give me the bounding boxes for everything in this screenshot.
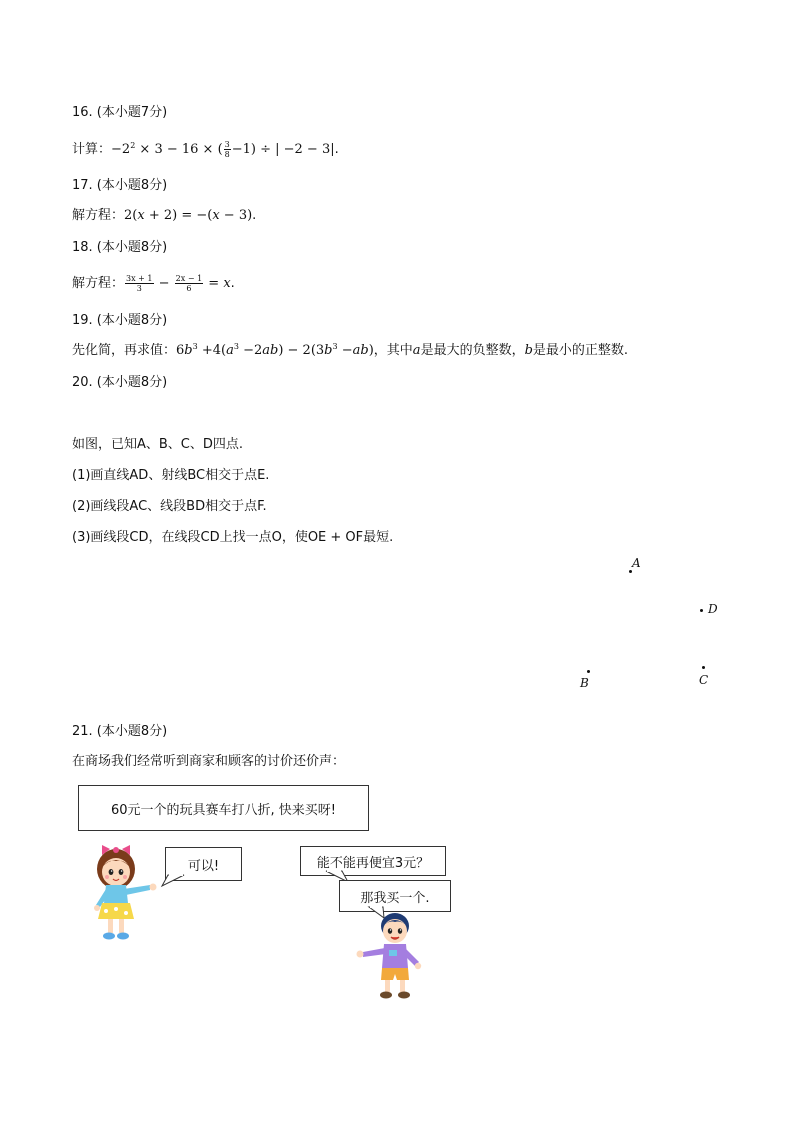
q16-header: 16. (本小题7分) xyxy=(72,105,168,120)
girl-illustration-icon xyxy=(88,845,163,943)
point-b xyxy=(587,670,590,673)
q17-expression: 解方程：2(x + 2) = −(x − 3). xyxy=(72,208,257,223)
q19-formula: $6b^3 +4(a^3 -2ab) - 2(3b^3 -ab)$ xyxy=(176,342,374,358)
shop-speech-bubble xyxy=(78,785,369,831)
q16-formula: $-2^2 \times 3 - 16$ × ( $\frac{3}{8}$ −1) ÷ | −2 − 3| xyxy=(111,140,335,159)
q18-expression: 解方程： $\frac{3x + 1}{3}$ − $\frac{2x - 1}{6}$ = x. xyxy=(72,274,235,293)
shop-bubble-text: 60元一个的玩具赛车打八折, 快来买呀! xyxy=(110,802,337,818)
point-d-label: D xyxy=(708,602,718,616)
point-a-label: A xyxy=(632,556,641,570)
q16-prefix: 计算： xyxy=(72,142,112,157)
q20-item2: (2)画线段AC、线段BD相交于点F. xyxy=(72,499,267,514)
q17-formula: 2(x + 2) = −(x − 3) xyxy=(124,208,253,223)
boy-illustration-icon xyxy=(355,910,427,1002)
q21-header: 21. (本小题8分) xyxy=(72,724,168,739)
q18-prefix: 解方程： xyxy=(72,276,125,291)
q19-header: 19. (本小题8分) xyxy=(72,313,168,328)
point-d xyxy=(700,609,703,612)
q17-prefix: 解方程： xyxy=(72,208,125,223)
boy-bubble-2-text: 那我买一个. xyxy=(360,890,430,906)
boy-speech-bubble-2 xyxy=(339,880,451,912)
q19-expression: 先化简，再求值：$6b^3 +4(a^3 -2ab) - 2(3b^3 -ab)$，其中a是最大的负整数，b是最小的正整数. xyxy=(72,342,629,358)
point-a xyxy=(629,570,632,573)
q21-intro: 在商场我们经常听到商家和顾客的讨价还价声： xyxy=(72,754,346,769)
girl-bubble-text: 可以! xyxy=(187,858,220,874)
q18-header: 18. (本小题8分) xyxy=(72,240,168,255)
q20-item1: (1)画直线AD、射线BC相交于点E. xyxy=(72,468,270,483)
q20-header: 20. (本小题8分) xyxy=(72,375,168,390)
q16-expression: 计算：$-2^2 \times 3 - 16$ × ( $\frac{3}{8}$ −1) ÷ | −2 − 3|. xyxy=(72,140,339,159)
girl-bubble-tail-icon xyxy=(160,874,190,888)
point-c-label: C xyxy=(699,673,709,687)
q19-prefix: 先化简，再求值： xyxy=(72,343,177,358)
q20-intro: 如图，已知A、B、C、D四点. xyxy=(72,437,244,452)
q17-header: 17. (本小题8分) xyxy=(72,178,168,193)
boy-bubble-1-text: 能不能再便宜3元？ xyxy=(316,855,430,871)
point-b-label: B xyxy=(580,676,589,690)
point-c xyxy=(702,666,705,669)
q20-item3: (3)画线段CD，在线段CD上找一点O，使OE + OF最短. xyxy=(72,530,394,545)
